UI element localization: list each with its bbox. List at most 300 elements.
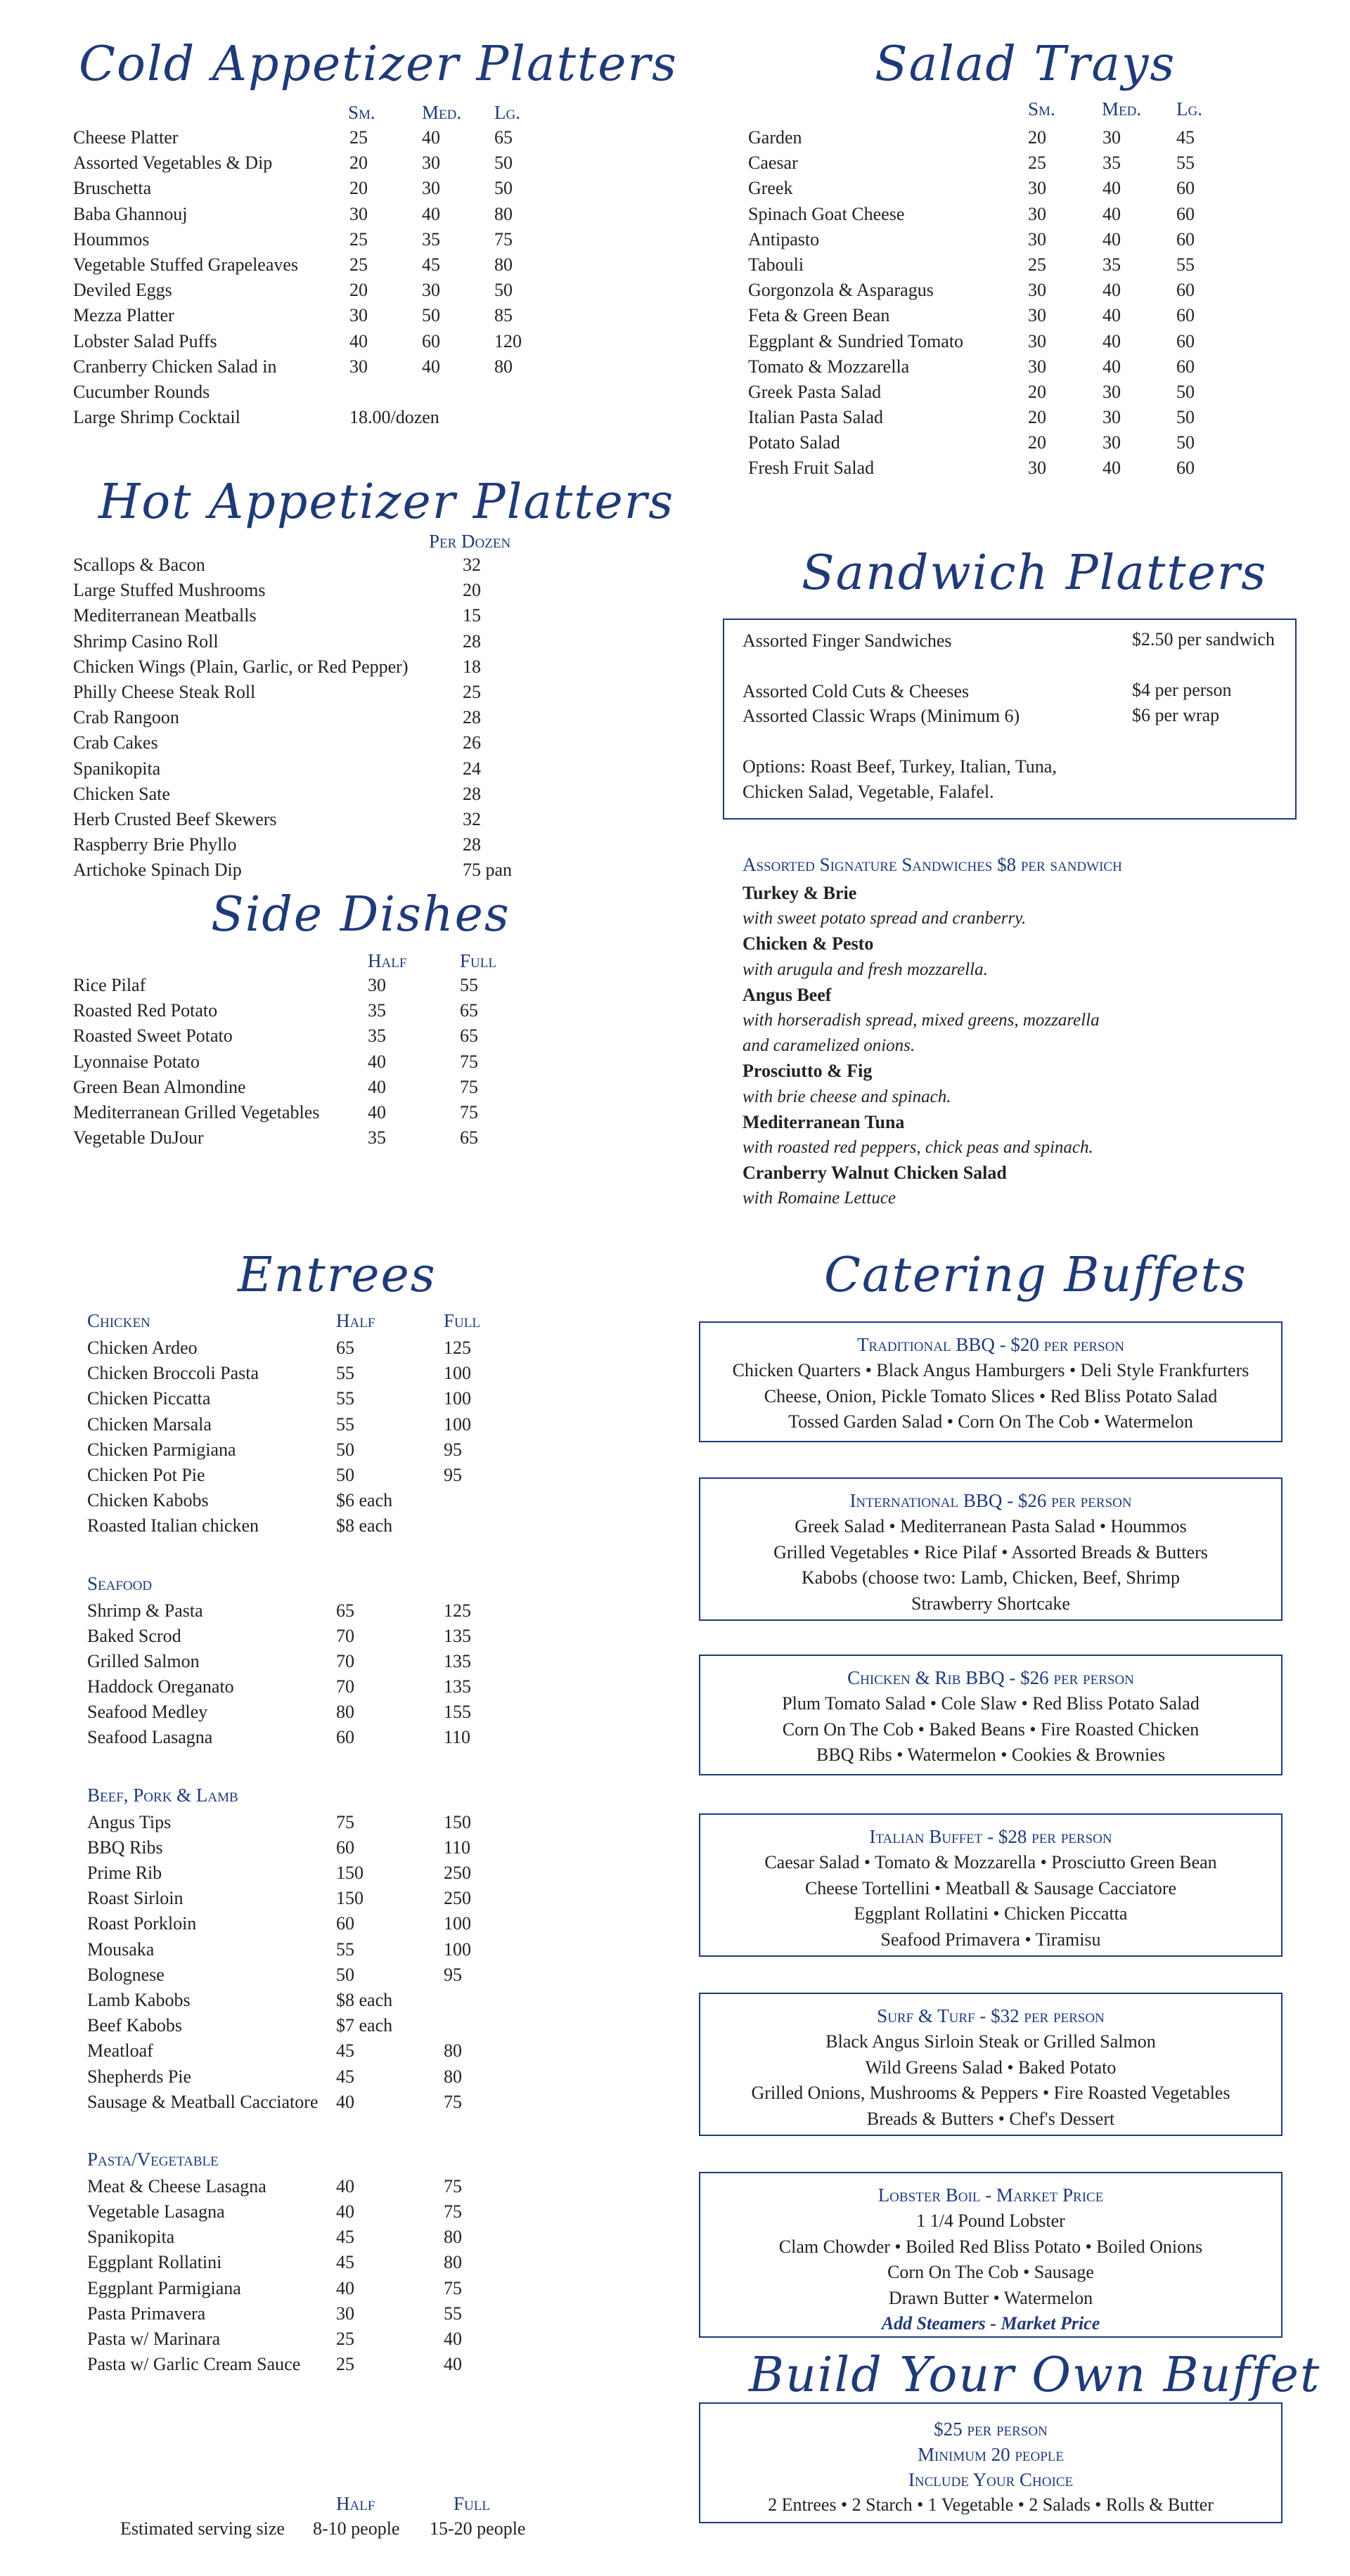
item-name: Angus Tips xyxy=(87,1811,172,1832)
price-lg: 60 xyxy=(1176,330,1195,351)
col-half-label: Half xyxy=(336,1310,375,1331)
section-name: Pasta/Vegetable xyxy=(87,2148,219,2170)
salad-med-label: Med. xyxy=(1102,98,1142,119)
item-name: Raspberry Brie Phyllo xyxy=(73,834,237,855)
item-name: Garden xyxy=(748,127,802,148)
price-per-dozen: 24 xyxy=(463,758,481,779)
price-half: 35 xyxy=(368,1000,386,1021)
item-name: Lobster Salad Puffs xyxy=(73,330,217,351)
item-name: Spinach Goat Cheese xyxy=(748,203,905,224)
menu-item xyxy=(748,380,1282,405)
price-half: 70 xyxy=(336,1650,354,1671)
price-med: 30 xyxy=(422,153,440,174)
item-name: Cheese Platter xyxy=(73,127,179,148)
price-med: 40 xyxy=(1102,228,1121,250)
price-full: 135 xyxy=(444,1650,471,1671)
sandwich-name: Mediterranean Tuna xyxy=(742,1111,905,1132)
buffet-note: Add Steamers - Market Price xyxy=(881,2313,1100,2334)
price-lg: 50 xyxy=(494,178,513,199)
price-per-dozen: 20 xyxy=(463,580,481,601)
buffet-box xyxy=(699,1993,1282,2136)
buffet-line: Greek Salad • Mediterranean Pasta Salad • Hoummos xyxy=(795,1516,1187,1536)
price-half: 65 xyxy=(336,1600,354,1621)
price-per-dozen: 28 xyxy=(463,834,481,855)
item-name: Assorted Vegetables & Dip xyxy=(73,153,273,174)
price-per-dozen: 32 xyxy=(463,555,481,575)
price-half: 40 xyxy=(368,1101,386,1122)
item-name: Chicken Wings (Plain, Garlic, or Red Pepper) xyxy=(73,656,409,677)
price-full: 95 xyxy=(444,1464,462,1485)
item-name: Bolognese xyxy=(87,1964,165,1985)
buffet-line: Kabobs (choose two: Lamb, Chicken, Beef, Shrimp xyxy=(802,1567,1180,1588)
serving-size-label: Estimated serving size xyxy=(120,2518,285,2539)
menu-item xyxy=(87,1810,593,1835)
price-full: 75 xyxy=(444,2201,462,2222)
price-half: 55 xyxy=(336,1363,354,1384)
price-sm: 20 xyxy=(349,280,368,301)
price-half: 25 xyxy=(336,2354,354,2375)
price-full: 80 xyxy=(444,2040,462,2062)
price-half: 30 xyxy=(368,975,386,995)
item-name: Pasta w/ Marinara xyxy=(87,2329,221,2349)
price-sm: 20 xyxy=(1028,127,1046,148)
menu-item xyxy=(87,1412,593,1437)
menu-item xyxy=(73,654,608,680)
item-name: Shrimp & Pasta xyxy=(87,1600,203,1621)
price-full: 135 xyxy=(444,1676,471,1697)
buffet-title: International BBQ - $26 per person xyxy=(849,1490,1132,1511)
price-lg: 50 xyxy=(494,153,513,174)
price-full: 65 xyxy=(460,1025,478,1047)
entree-section-header xyxy=(87,1573,593,1598)
price-full: 40 xyxy=(444,2329,462,2349)
col-med-label: Med. xyxy=(422,102,462,123)
cold-appetizers-title: Cold Appetizer Platters xyxy=(79,37,678,92)
entrees-list xyxy=(87,1310,593,2377)
item-name: Sausage & Meatball Cacciatore xyxy=(87,2091,319,2112)
menu-item xyxy=(87,1488,593,1513)
sandwich-row-price: $4 per person xyxy=(1132,680,1232,700)
price-per-dozen: 28 xyxy=(463,630,481,652)
price-sm: 30 xyxy=(1028,330,1046,351)
item-name: Beef Kabobs xyxy=(87,2015,183,2036)
price-full: 75 xyxy=(444,2175,462,2196)
item-name: Vegetable Lasagna xyxy=(87,2201,225,2222)
byo-minimum: Minimum 20 people xyxy=(917,2444,1065,2465)
price-lg: 60 xyxy=(1176,203,1195,224)
menu-item xyxy=(87,2225,593,2250)
menu-item xyxy=(748,430,1282,455)
item-name: Meatloaf xyxy=(87,2040,153,2062)
price-half: 45 xyxy=(336,2252,354,2273)
item-name: Crab Cakes xyxy=(73,732,158,753)
item-name: Shepherds Pie xyxy=(87,2066,192,2087)
menu-item xyxy=(87,2064,593,2090)
price-lg: 60 xyxy=(1176,280,1195,301)
sandwich-name: Angus Beef xyxy=(742,984,832,1005)
price-sm: 30 xyxy=(1028,458,1046,479)
price-med: 40 xyxy=(422,127,440,148)
menu-item xyxy=(748,303,1282,328)
price-full: 150 xyxy=(444,1811,471,1832)
price-half: 55 xyxy=(336,1939,354,1960)
price-half: 40 xyxy=(368,1076,386,1097)
menu-item xyxy=(73,405,565,430)
price-full: 75 xyxy=(460,1051,478,1072)
item-name: Mediterranean Meatballs xyxy=(73,605,257,626)
menu-item xyxy=(87,1437,593,1463)
price-half: 50 xyxy=(336,1439,354,1460)
price-full: 250 xyxy=(444,1863,471,1883)
price-half: 80 xyxy=(336,1702,354,1723)
item-name: BBQ Ribs xyxy=(87,1837,163,1858)
price-lg: 60 xyxy=(1176,228,1195,250)
price-lg: 50 xyxy=(1176,432,1195,453)
price-sm: 20 xyxy=(349,153,368,174)
menu-item xyxy=(748,329,1282,354)
price-half: 65 xyxy=(336,1338,354,1358)
side-full-label: Full xyxy=(460,950,496,971)
col-full-label: Full xyxy=(444,1310,480,1331)
price-med: 50 xyxy=(422,305,440,326)
item-name: Mezza Platter xyxy=(73,305,174,326)
item-name: Haddock Oreganato xyxy=(87,1676,234,1697)
price-full: 125 xyxy=(444,1338,471,1358)
price-full: 80 xyxy=(444,2227,462,2248)
menu-item xyxy=(73,1023,565,1049)
menu-item xyxy=(87,2352,593,2377)
price-sm: 25 xyxy=(349,127,368,148)
menu-item xyxy=(87,1700,593,1725)
price-sm: 20 xyxy=(349,178,368,199)
buffet-line: Clam Chowder • Boiled Red Bliss Potato • Boiled Onions xyxy=(778,2236,1203,2257)
menu-item xyxy=(87,1886,593,1911)
hot-appetizers-title: Hot Appetizer Platters xyxy=(98,474,675,530)
item-name: Spanikopita xyxy=(73,758,161,779)
item-name: Prime Rib xyxy=(87,1863,162,1883)
menu-item xyxy=(748,150,1282,176)
price-med: 30 xyxy=(422,280,440,301)
price-per-dozen: 18 xyxy=(463,656,481,677)
serving-half-value: 8-10 people xyxy=(313,2518,400,2539)
sandwich-name: Cranberry Walnut Chicken Salad xyxy=(742,1163,1007,1184)
item-name: Chicken Broccoli Pasta xyxy=(87,1363,259,1384)
side-dishes-title: Side Dishes xyxy=(211,887,510,943)
menu-item xyxy=(73,807,608,832)
build-your-own-box xyxy=(699,2402,1282,2523)
item-name: Lamb Kabobs xyxy=(87,1989,191,2010)
item-name: Chicken Parmigiana xyxy=(87,1439,236,1460)
buffet-line: Drawn Butter • Watermelon xyxy=(888,2287,1093,2308)
sandwich-platters-box xyxy=(723,619,1297,820)
price-lg: 60 xyxy=(1176,178,1195,199)
cold-appetizers-list xyxy=(73,125,565,430)
sandwich-description: with arugula and fresh mozzarella. xyxy=(742,959,988,979)
buffet-box xyxy=(699,1813,1282,1957)
price-lg: 50 xyxy=(494,280,513,301)
item-name: Roasted Sweet Potato xyxy=(73,1025,233,1047)
price-lg: 80 xyxy=(494,356,513,377)
sandwich-description: with brie cheese and spinach. xyxy=(742,1087,951,1106)
price-med: 35 xyxy=(1102,153,1121,174)
price-half: 60 xyxy=(336,1837,354,1858)
menu-item xyxy=(87,1335,593,1361)
salad-trays-list xyxy=(748,125,1282,481)
signature-sandwiches-list xyxy=(742,881,1291,1212)
item-name: Chicken Kabobs xyxy=(87,1490,209,1511)
price-half: 40 xyxy=(336,2175,354,2196)
byo-include: Include Your Choice xyxy=(908,2469,1074,2490)
menu-item xyxy=(73,705,608,730)
price-half: 50 xyxy=(336,1464,354,1485)
entree-section-header xyxy=(87,2149,593,2174)
price-half: 45 xyxy=(336,2066,354,2087)
price-full: 75 xyxy=(460,1076,478,1097)
buffet-line: Chicken Quarters • Black Angus Hamburgers • Deli Style Frankfurters xyxy=(732,1360,1249,1380)
side-half-label: Half xyxy=(368,950,407,971)
price-sm: 25 xyxy=(349,254,368,275)
menu-item xyxy=(87,2090,593,2115)
price-per-dozen: 15 xyxy=(463,605,481,626)
buffet-line: Seafood Primavera • Tiramisu xyxy=(880,1929,1101,1950)
byo-price: $25 per person xyxy=(934,2419,1048,2440)
menu-item xyxy=(87,2174,593,2199)
price-full: 65 xyxy=(460,1127,478,1148)
menu-item xyxy=(73,998,565,1023)
price-med: 40 xyxy=(1102,280,1121,301)
price-half: $6 each xyxy=(336,1490,393,1511)
buffet-line: Wild Greens Salad • Baked Potato xyxy=(865,2057,1117,2078)
item-name: Hoummos xyxy=(73,228,150,250)
menu-item xyxy=(87,1835,593,1860)
price-lg: 65 xyxy=(494,127,513,148)
price-half: 150 xyxy=(336,1888,364,1909)
price-med: 40 xyxy=(1102,330,1121,351)
item-name: Bruschetta xyxy=(73,178,152,199)
entree-section-header xyxy=(87,1785,593,1810)
price-sm: 30 xyxy=(1028,356,1046,377)
item-name: Eggplant Rollatini xyxy=(87,2252,222,2273)
item-name: Potato Salad xyxy=(748,432,840,453)
item-name: Green Bean Almondine xyxy=(73,1076,246,1097)
price-half: 150 xyxy=(336,1863,364,1883)
price-full: 100 xyxy=(444,1363,471,1384)
sandwich-name: Turkey & Brie xyxy=(742,883,857,903)
price-lg: 50 xyxy=(1176,407,1195,428)
price-lg: 85 xyxy=(494,305,513,326)
sandwich-row-price: $6 per wrap xyxy=(1132,705,1220,725)
buffet-line: Cheese, Onion, Pickle Tomato Slices • Red Bliss Potato Salad xyxy=(764,1385,1218,1406)
price-full: 75 xyxy=(444,2277,462,2298)
price-med: 40 xyxy=(1102,356,1121,377)
menu-item xyxy=(87,1361,593,1386)
menu-item xyxy=(748,125,1282,150)
price-lg: 60 xyxy=(1176,305,1195,326)
menu-item xyxy=(87,1649,593,1674)
item-name: Baked Scrod xyxy=(87,1625,181,1646)
side-dishes-list xyxy=(73,973,565,1151)
menu-item xyxy=(87,1463,593,1488)
price-med: 40 xyxy=(1102,458,1121,479)
buffet-line: Caesar Salad • Tomato & Mozzarella • Prosciutto Green Bean xyxy=(764,1852,1217,1872)
price-half: 25 xyxy=(336,2329,354,2349)
menu-item xyxy=(87,2013,593,2038)
col-sm-label: Sm. xyxy=(348,102,375,123)
menu-item xyxy=(87,1513,593,1539)
price-full: 95 xyxy=(444,1964,462,1985)
buffet-title: Italian Buffet - $28 per person xyxy=(869,1826,1112,1847)
menu-item xyxy=(73,756,608,782)
sandwich-row-name: Assorted Cold Cuts & Cheeses xyxy=(742,681,970,701)
menu-item xyxy=(73,832,608,857)
price-sm: 20 xyxy=(1028,381,1046,402)
price-sm: 20 xyxy=(1028,432,1046,453)
buffet-box xyxy=(699,1321,1282,1442)
price-per-dozen: 75 pan xyxy=(463,860,513,881)
menu-item xyxy=(748,202,1282,227)
price-med: 30 xyxy=(1102,432,1121,453)
item-name: Tabouli xyxy=(748,254,804,275)
price-lg: 55 xyxy=(1176,153,1195,174)
price-med: 45 xyxy=(422,254,440,275)
section-name: Seafood xyxy=(87,1572,153,1594)
menu-item xyxy=(73,329,565,354)
menu-item xyxy=(87,1937,593,1962)
item-name: Meat & Cheese Lasagna xyxy=(87,2175,266,2196)
price-half: 30 xyxy=(336,2303,354,2324)
price-sm: 30 xyxy=(1028,280,1046,301)
item-name: Chicken Marsala xyxy=(87,1413,212,1435)
menu-item xyxy=(87,2326,593,2352)
entrees-title: Entrees xyxy=(238,1248,437,1303)
item-name: Herb Crusted Beef Skewers xyxy=(73,808,277,829)
price-med: 40 xyxy=(1102,203,1121,224)
price-med: 40 xyxy=(1102,178,1121,199)
price-half: 45 xyxy=(336,2040,354,2062)
buffet-title: Chicken & Rib BBQ - $26 per person xyxy=(847,1667,1134,1688)
serving-full-value: 15-20 people xyxy=(430,2518,526,2539)
menu-item xyxy=(73,782,608,807)
menu-item xyxy=(73,354,565,380)
menu-item xyxy=(87,1962,593,1988)
item-name: Artichoke Spinach Dip xyxy=(73,860,242,881)
col-lg-label: Lg. xyxy=(494,102,520,123)
price-lg: 80 xyxy=(494,254,513,275)
price-full: 80 xyxy=(444,2252,462,2273)
price-med: 60 xyxy=(422,330,440,351)
price-lg: 75 xyxy=(494,228,513,250)
sandwich-description: with sweet potato spread and cranberry. xyxy=(742,909,1027,928)
buffet-line: Eggplant Rollatini • Chicken Piccatta xyxy=(854,1903,1128,1924)
price-half: 35 xyxy=(368,1025,386,1047)
price-sm: 30 xyxy=(349,203,368,224)
price-full: 75 xyxy=(444,2091,462,2112)
price-half: 70 xyxy=(336,1676,354,1697)
menu-item xyxy=(73,730,608,756)
menu-item xyxy=(87,1725,593,1750)
price-full: 125 xyxy=(444,1600,471,1621)
menu-item xyxy=(87,1860,593,1886)
buffet-line: Corn On The Cob • Sausage xyxy=(887,2262,1094,2283)
menu-item xyxy=(87,2199,593,2225)
price-full: 80 xyxy=(444,2066,462,2087)
price-full: 100 xyxy=(444,1913,471,1934)
item-name: Eggplant Parmigiana xyxy=(87,2277,241,2298)
item-name: Pasta w/ Garlic Cream Sauce xyxy=(87,2354,301,2375)
item-name: Chicken Piccatta xyxy=(87,1388,211,1409)
menu-item xyxy=(87,1598,593,1624)
item-name: Shrimp Casino Roll xyxy=(73,630,219,652)
item-name: Fresh Fruit Salad xyxy=(748,458,875,479)
item-name: Antipasto xyxy=(748,228,820,250)
price-full: 75 xyxy=(460,1101,478,1122)
price-full: 100 xyxy=(444,1413,471,1435)
price-half: 35 xyxy=(368,1127,386,1148)
buffet-line: Cheese Tortellini • Meatball & Sausage Cacciatore xyxy=(804,1877,1177,1898)
price-half: 70 xyxy=(336,1625,354,1646)
price-med: 35 xyxy=(1102,254,1121,275)
item-name: Baba Ghannouj xyxy=(73,203,188,224)
price-sm: 30 xyxy=(349,305,368,326)
sandwich-description: and caramelized onions. xyxy=(742,1036,915,1056)
item-name: Mediterranean Grilled Vegetables xyxy=(73,1101,320,1122)
menu-item xyxy=(87,2038,593,2064)
sandwich-description: with horseradish spread, mixed greens, mozzarella xyxy=(742,1011,1100,1030)
menu-item xyxy=(73,1125,565,1151)
price-half: 40 xyxy=(336,2091,354,2112)
menu-item xyxy=(748,405,1282,430)
item-name: Scallops & Bacon xyxy=(73,555,205,575)
menu-item xyxy=(73,1049,565,1075)
price-sm: 25 xyxy=(349,228,368,250)
price-full: 250 xyxy=(444,1888,471,1909)
item-name: Lyonnaise Potato xyxy=(73,1051,200,1072)
signature-sandwiches-header: Assorted Signature Sandwiches $8 per sandwich xyxy=(742,854,1122,875)
per-dozen-label: Per Dozen xyxy=(429,531,511,552)
buffet-line: Strawberry Shortcake xyxy=(911,1593,1070,1614)
buffet-title: Traditional BBQ - $20 per person xyxy=(856,1334,1125,1355)
salad-sm-label: Sm. xyxy=(1028,98,1055,119)
salad-trays-title: Salad Trays xyxy=(875,37,1176,92)
price-med: 40 xyxy=(422,356,440,377)
price-sm: 25 xyxy=(1028,153,1046,174)
item-name: Spanikopita xyxy=(87,2227,175,2248)
buffet-title: Lobster Boil - Market Price xyxy=(878,2185,1104,2206)
menu-item xyxy=(73,176,565,201)
price-med: 30 xyxy=(1102,127,1121,148)
sandwich-name: Chicken & Pesto xyxy=(742,933,874,954)
buffet-line: Grilled Onions, Mushrooms & Peppers • Fire Roasted Vegetables xyxy=(751,2083,1230,2104)
buffet-line: Tossed Garden Salad • Corn On The Cob • Watermelon xyxy=(788,1411,1193,1432)
menu-item xyxy=(748,227,1282,252)
price-half: $7 each xyxy=(336,2015,393,2036)
buffet-title: Surf & Turf - $32 per person xyxy=(877,2005,1105,2026)
price-half: 60 xyxy=(336,1727,354,1748)
buffet-box xyxy=(699,2172,1282,2338)
price-lg: 55 xyxy=(1176,254,1195,275)
buffet-box xyxy=(699,1655,1282,1775)
item-name: Deviled Eggs xyxy=(73,280,172,301)
price-half: $8 each xyxy=(336,1515,393,1536)
price-sm: 20 xyxy=(1028,407,1046,428)
item-name: Caesar xyxy=(748,153,798,174)
menu-item xyxy=(73,629,608,654)
menu-item xyxy=(73,150,565,176)
price-full: 155 xyxy=(444,1702,471,1723)
price-lg: 45 xyxy=(1176,127,1195,148)
price-half: 40 xyxy=(368,1051,386,1072)
price-lg: 80 xyxy=(494,203,513,224)
